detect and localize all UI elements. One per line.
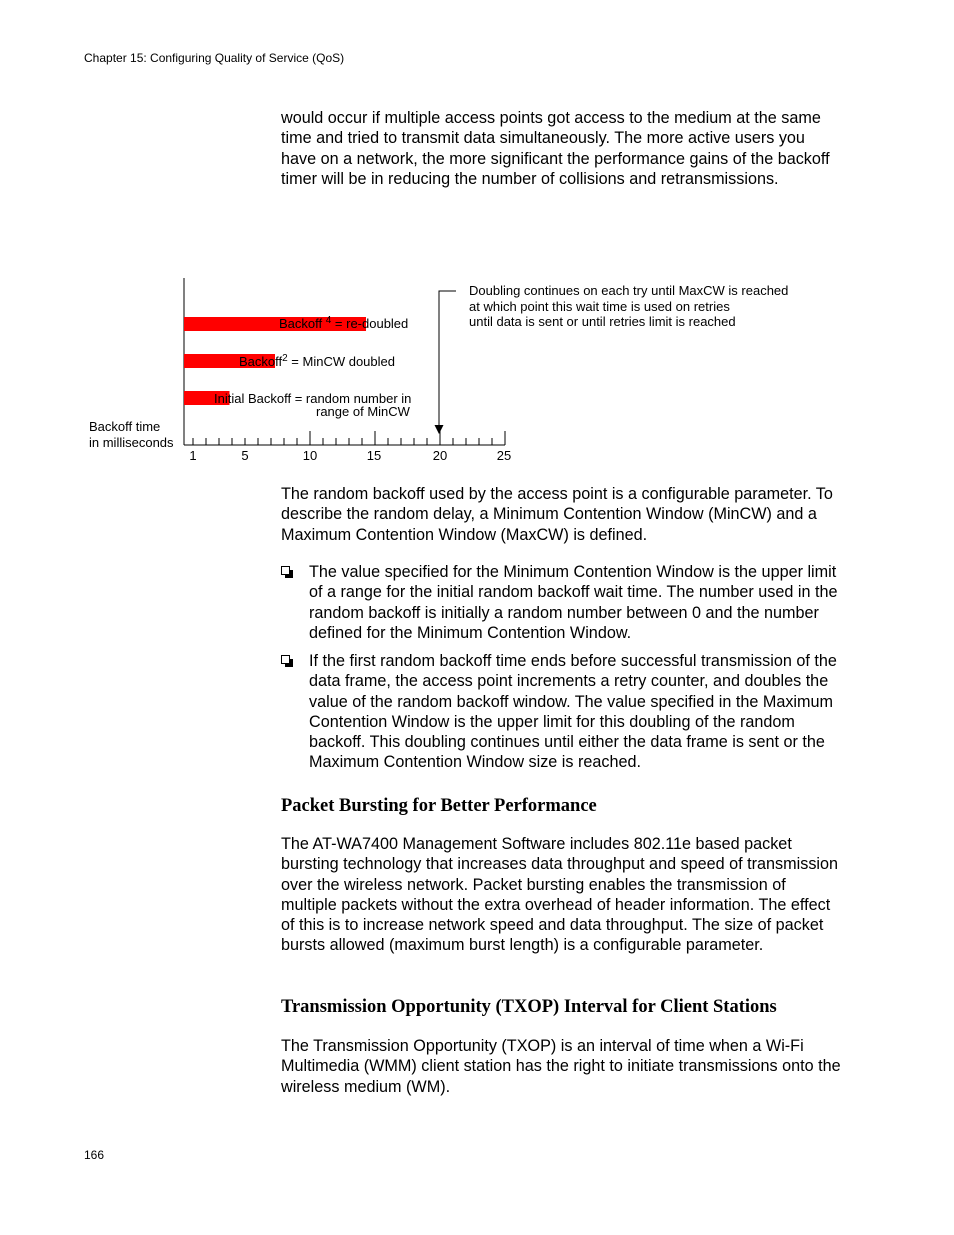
running-head: Chapter 15: Configuring Quality of Service (QoS): [84, 51, 345, 65]
tick-label: 10: [302, 448, 318, 463]
axis-label-line1: Backoff time: [89, 419, 161, 434]
maxcw-callout-line: [439, 291, 456, 426]
tick-label: 15: [366, 448, 382, 463]
axis-ticks: [193, 431, 505, 445]
callout-line2: at which point this wait time is used on retries: [469, 299, 730, 314]
intro-paragraph: would occur if multiple access points got access to the medium at the same time and tried to transmit data simultaneously. The more active users you have on a network, the more significant the performance gains of the backoff timer will be in reducing the number of collisions and retransmissions.: [281, 109, 830, 188]
superscript: 2: [282, 353, 288, 364]
bullet-text: The value specified for the Minimum Contention Window is the upper limit of a range for the initial random backoff wait time. The number used in the random backoff is initially a random number between 0 and the number defined for the Minimum Contention Window.: [309, 563, 838, 642]
bar-label-backoff-4: Backoff $^4$ = re-doubled: [279, 315, 409, 331]
section-heading-packet-bursting: Packet Bursting for Better Performance: [281, 796, 597, 816]
superscript: 4: [325, 315, 332, 326]
bar-label-initial: Initial Backoff = random number in: [214, 391, 412, 406]
callout-line3: until data is sent or until retries limit is reached: [469, 314, 736, 329]
tick-label: 1: [189, 448, 197, 463]
section-heading-txop: Transmission Opportunity (TXOP) Interval for Client Stations: [281, 997, 777, 1017]
bar-label-backoff-2: Backoff$^2$ = MinCW doubled: [239, 353, 395, 369]
bar-label-initial-line2: range of MinCW: [316, 404, 410, 419]
tick-label: 5: [241, 448, 249, 463]
checkbox-bullet-icon: [281, 655, 290, 664]
backoff-diagram: [80, 270, 840, 470]
random-backoff-paragraph: The random backoff used by the access point is a configurable parameter. To describe the random delay, a Minimum Contention Window (MinCW) and a Maximum Contention Window (MaxCW) is defined.: [281, 485, 833, 544]
callout-line1: Doubling continues on each try until MaxCW is reached: [469, 283, 789, 298]
maxcw-arrow-icon: [435, 425, 444, 434]
bullet-item: [281, 651, 841, 773]
bullet-item: [281, 562, 841, 643]
bullet-text: If the first random backoff time ends before successful transmission of the data frame, the access point increments a retry counter, and doubles the value of the random backoff window. The value specified in the Maximum Contention Window is the upper limit for this doubling of the random backoff. This doubling continues until either the data frame is sent or the Maximum Contention Window size is reached.: [309, 652, 837, 772]
txop-paragraph: The Transmission Opportunity (TXOP) is an interval of time when a Wi-Fi Multimedia (WMM) client station has the right to initiate transmissions onto the wireless medium (WM).: [281, 1037, 841, 1096]
axis-label-line2: in milliseconds: [89, 435, 174, 450]
page-number: 166: [84, 1148, 105, 1162]
tick-label: 25: [496, 448, 512, 463]
checkbox-bullet-icon: [281, 566, 290, 575]
tick-label: 20: [432, 448, 448, 463]
tick-labels: [189, 448, 511, 463]
packet-bursting-paragraph: The AT-WA7400 Management Software includes 802.11e based packet bursting technology that increases data throughput and speed of transmission over the wireless network. Packet bursting enables the transmission of multiple packets without the extra overhead of header information. The effect of this is to increase network speed and data throughput. The size of packet bursts allowed (maximum burst length) is a configurable parameter.: [281, 835, 839, 955]
